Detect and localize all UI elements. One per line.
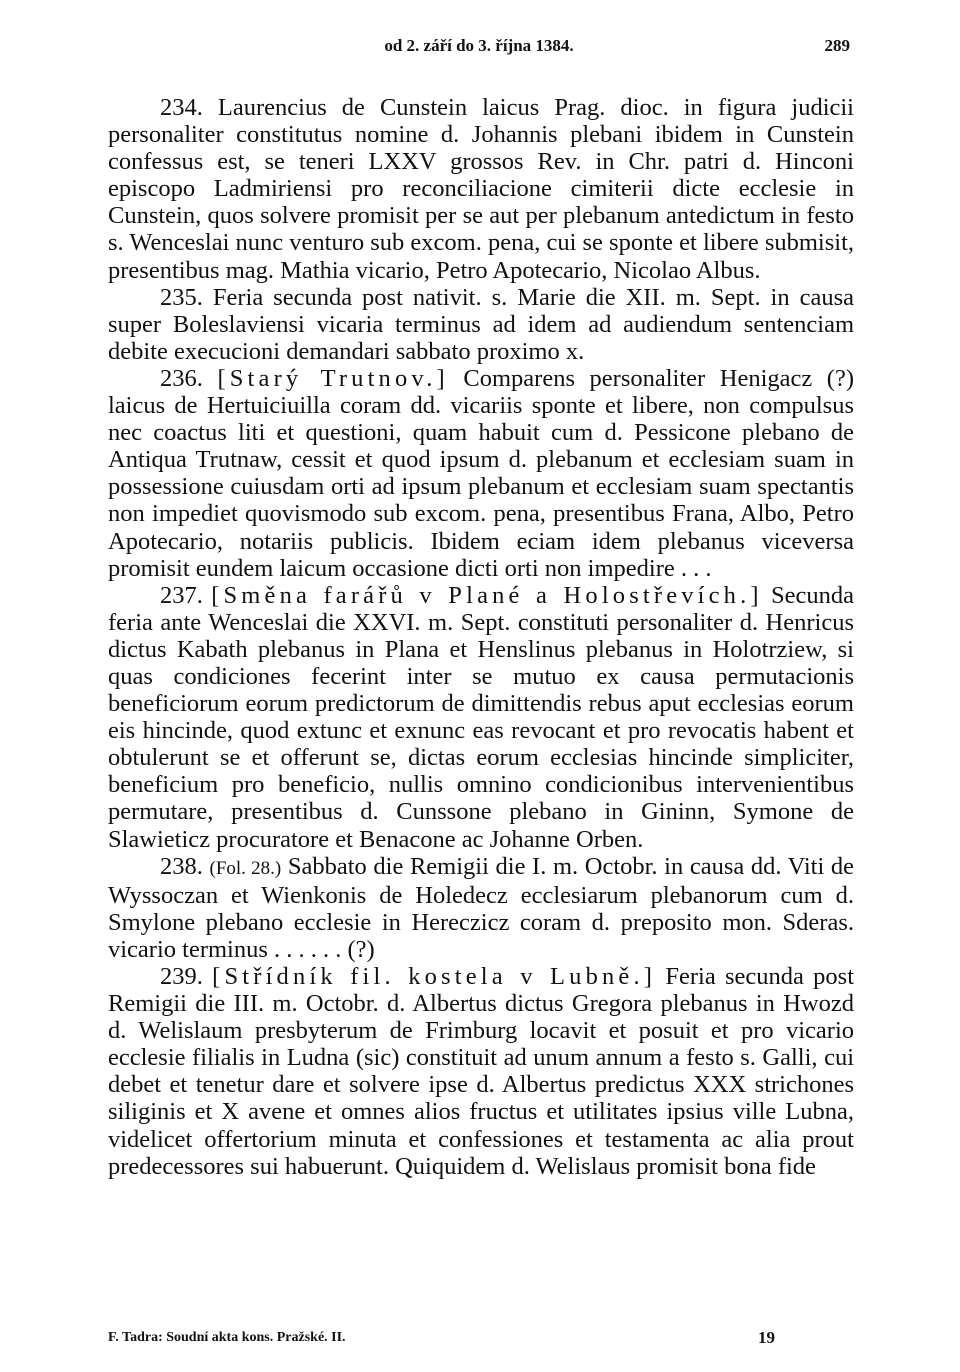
entry-235: [108, 284, 854, 365]
page-number: 289: [824, 36, 850, 55]
entry-text: 235. Feria secunda post nativit. s. Marie die XII. m. Sept. in causa super Boleslaviensi vicaria terminus ad idem ad audiendum sentenciam debite execucioni demandari sabbato proximo x.: [108, 283, 854, 365]
page-footer: [108, 1330, 850, 1352]
entry-heading: [Směna farářů v Plané a Holostřevích.]: [211, 581, 763, 609]
entry-237: [108, 582, 854, 853]
entry-text: 234. Laurencius de Cunstein laicus Prag. dioc. in figura judicii personaliter constitutus nomine d. Johannis plebani ibidem in Cunstein confessus est, se teneri LXXV grossos Rev. in Chr. patri d. Hinconi episcopo Ladmiriensi pro reconciliacione cimiterii dicte ecclesie in Cunstein, quos solvere promisit per se aut per plebanum antedictum in festo s. Wenceslai nunc venturo sub excom. pena, cui se sponte et libere submisit, presentibus mag. Mathia vicario, Petro Apotecario, Nicolao Albus.: [108, 94, 855, 284]
entry-text: Comparens personaliter Henigacz (?) laicus de Hertuiciuilla coram dd. vicariis sponte et libere, non compulsus nec coactus liti et questioni, quam habuit cum d. Pessicone plebano de Antiqua Trutnaw, cessit et quod ipsum d. plebanum et ecclesiam suam in possessione cuiusdam orti ad ipsum plebanum et ecclesiam suam spectantis non impediet quovismodo sub excom. pena, presentibus Frana, Albo, Petro Apotecario, notariis publicis. Ibidem eciam idem plebanus viceversa promisit eundem laicum occasione dicti orti non impedire . . .: [108, 364, 855, 582]
entry-236: [108, 365, 854, 582]
entry-heading: [Starý Trutnov.]: [217, 364, 449, 392]
entry-number: 237.: [160, 581, 203, 609]
entry-238: [108, 853, 854, 963]
folio-reference: (Fol. 28.): [209, 857, 282, 879]
entry-text: Sabbato die Remigii die I. m. Octobr. in causa dd. Viti de Wyssoczan et Wienkonis de Holedecz ecclesiarum plebanorum cum d. Smylone plebano ecclesie in Hereczicz coram d. preposito mon. Sderas. vicario terminus . . . . . . (?): [108, 852, 855, 963]
running-head-title: od 2. září do 3. října 1384.: [384, 36, 574, 55]
running-head: [108, 36, 850, 60]
signature-mark: 19: [758, 1328, 775, 1347]
entry-239: [108, 963, 854, 1180]
entry-text: Feria secunda post Remigii die III. m. Octobr. d. Albertus dictus Gregora plebanus in Hwozd d. Welislaum presbyterum de Frimburg locavit et posuit et pro vicario ecclesie filialis in Ludna (sic) constituit ad unum annum a festo s. Galli, cui debet et tenetur dare et solvere ipse d. Albertus predictus XXX strichones siliginis et X avene et omnes alios fructus et utilitates ipsius ville Lubna, videlicet offertorium minuta et confessiones et testamenta ac alia prout predecessores sui habuerunt. Quiquidem d. Welislaus promisit bona fide: [108, 963, 855, 1180]
entry-number: 239.: [160, 963, 203, 990]
document-body: [108, 94, 854, 1180]
entry-heading: [Střídník fil. kostela v Lubně.]: [212, 963, 657, 990]
footer-citation: F. Tadra: Soudní akta kons. Pražské. II.: [108, 1330, 346, 1345]
entry-number: 238.: [160, 852, 203, 880]
entry-text: Secunda feria ante Wenceslai die XXVI. m. Sept. constituti personaliter d. Henricus dictus Kabath plebanus in Plana et Henslinus plebanus in Holotrziew, si quas condiciones fecerint inter se mutuo ex causa permutacionis beneficiorum eorum predictorum de dimittendis rebus aput ecclesias eorum eis hincinde, quod extunc et exnunc eas revocant et pro revocatis habent et obtulerunt se et offerunt se, dictas eorum ecclesias hincinde simpliciter, beneficium pro beneficio, nullis omnino condicionibus intervenientibus permutare, presentibus d. Cunssone plebano in Gininn, Symone de Slawieticz procuratore et Benacone ac Johanne Orben.: [108, 581, 855, 853]
entry-number: 236.: [160, 364, 203, 392]
entry-234: [108, 94, 854, 284]
